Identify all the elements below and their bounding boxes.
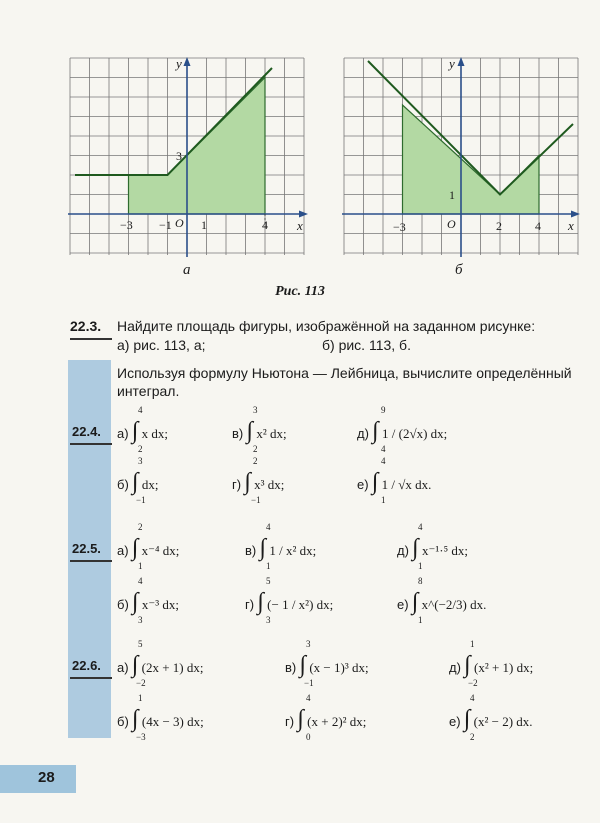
upper-limit: 2	[138, 522, 143, 532]
problem-22-6-item	[285, 653, 369, 677]
item-label: д)	[397, 543, 409, 558]
item-expression: (x² + 1) dx;	[474, 660, 534, 675]
item-expression: (− 1 / x²) dx;	[267, 597, 334, 612]
problem-22-6-item	[449, 653, 533, 677]
integral-sign: ∫	[411, 589, 419, 615]
graph-b-x-arrow	[571, 211, 580, 218]
problem-22-4-item	[117, 419, 168, 443]
item-expression: 1 / √x dx.	[381, 477, 432, 492]
upper-limit: 8	[418, 576, 423, 586]
item-expression: (x + 2)² dx;	[307, 714, 367, 729]
item-expression: x⁻³ dx;	[141, 597, 179, 612]
problem-22-4-underline	[70, 443, 112, 445]
integral-sign: ∫	[299, 652, 307, 678]
item-label: в)	[285, 660, 297, 675]
graph-a-tick-x: 1	[201, 218, 207, 232]
item-label: е)	[449, 714, 461, 729]
problem-22-3-text: Найдите площадь фигуры, изображённой на заданном рисунке:	[117, 318, 536, 334]
lower-limit: 4	[381, 444, 386, 454]
item-label: а)	[117, 543, 129, 558]
integral-sign: ∫	[297, 706, 304, 732]
upper-limit: 4	[138, 405, 143, 415]
graph-b-tick-x: 4	[535, 219, 541, 233]
item-expression: x² dx;	[256, 426, 287, 441]
problem-22-4-item	[117, 470, 158, 494]
problem-22-6-item	[117, 653, 204, 677]
upper-limit: 1	[138, 693, 143, 703]
figure-caption: Рис. 113	[275, 284, 325, 299]
item-expression: x³ dx;	[254, 477, 285, 492]
graph-a-caption-letter: а	[183, 262, 191, 278]
graph-b-tick-x: 2	[496, 219, 502, 233]
lower-limit: −1	[136, 495, 146, 505]
lower-limit: 1	[418, 615, 423, 625]
problem-22-6-item	[117, 707, 204, 731]
item-expression: (2x + 1) dx;	[141, 660, 204, 675]
upper-limit: 5	[266, 576, 271, 586]
problem-22-6-underline	[70, 677, 112, 679]
integral-sign: ∫	[132, 469, 139, 495]
problem-22-6-number: 22.6.	[72, 658, 101, 673]
lower-limit: 1	[266, 561, 271, 571]
item-label: б)	[117, 477, 129, 492]
item-label: е)	[397, 597, 409, 612]
page-number: 28	[38, 769, 55, 786]
problem-22-3-number: 22.3.	[70, 318, 102, 334]
graph-a-origin-label: O	[175, 216, 184, 230]
integral-sign: ∫	[463, 706, 471, 732]
lower-limit: 1	[138, 561, 143, 571]
integral-sign: ∫	[131, 652, 139, 678]
item-label: а)	[117, 426, 129, 441]
integral-sign: ∫	[412, 535, 419, 561]
graph-a-tick-x: 4	[262, 218, 268, 232]
problem-22-4-item	[232, 419, 287, 443]
graph-b-shaded-area	[403, 105, 540, 214]
item-label: д)	[449, 660, 461, 675]
item-label: б)	[117, 597, 129, 612]
item-expression: dx;	[141, 477, 159, 492]
graph-b-x-label: x	[568, 218, 574, 233]
graph-b-caption-letter: б	[455, 262, 463, 278]
upper-limit: 3	[306, 639, 311, 649]
integral-sign: ∫	[132, 589, 139, 615]
item-expression: x^(−2/3) dx.	[421, 597, 487, 612]
lower-limit: 2	[470, 732, 475, 742]
integral-sign: ∫	[372, 418, 379, 444]
problem-22-4-item	[357, 470, 431, 494]
problem-22-3-part-a: а) рис. 113, а;	[117, 337, 206, 353]
upper-limit: 3	[253, 405, 258, 415]
item-label: д)	[357, 426, 369, 441]
integral-sign: ∫	[131, 418, 139, 444]
problem-22-5-item	[245, 536, 316, 560]
problem-22-5-item	[397, 536, 468, 560]
lower-limit: −3	[136, 732, 146, 742]
integral-sign: ∫	[464, 652, 471, 678]
item-label: б)	[117, 714, 129, 729]
lower-limit: 1	[418, 561, 423, 571]
graph-b-tick-y: 1	[449, 188, 455, 202]
graph-a-x-label: x	[297, 218, 303, 233]
lower-limit: −1	[304, 678, 314, 688]
item-expression: (x − 1)³ dx;	[309, 660, 369, 675]
graph-a-tick-x: −3	[120, 218, 133, 232]
integral-sign: ∫	[244, 469, 251, 495]
item-label: г)	[285, 714, 295, 729]
problem-22-6-item	[285, 707, 366, 731]
problem-22-3-underline	[70, 338, 112, 340]
upper-limit: 4	[418, 522, 423, 532]
problem-22-3-part-b: б) рис. 113, б.	[322, 337, 411, 353]
lower-limit: −2	[468, 678, 478, 688]
upper-limit: 4	[266, 522, 271, 532]
item-expression: (4x − 3) dx;	[141, 714, 204, 729]
problem-22-4-item	[357, 419, 447, 443]
lower-limit: 3	[138, 615, 143, 625]
item-expression: (x² − 2) dx.	[473, 714, 533, 729]
item-expression: x⁻¹·⁵ dx;	[422, 543, 468, 558]
upper-limit: 1	[470, 639, 475, 649]
graph-a-tick-x: −1	[159, 218, 172, 232]
integral-sign: ∫	[259, 535, 267, 561]
problem-22-4-item	[232, 470, 284, 494]
item-label: е)	[357, 477, 369, 492]
upper-limit: 5	[138, 639, 143, 649]
problem-22-6-item	[449, 707, 533, 731]
item-expression: 1 / (2√x) dx;	[382, 426, 448, 441]
lower-limit: −2	[136, 678, 146, 688]
problem-22-5-item	[117, 590, 179, 614]
integral-sign: ∫	[246, 418, 254, 444]
lower-limit: 1	[381, 495, 386, 505]
item-expression: x dx;	[141, 426, 169, 441]
item-label: в)	[232, 426, 244, 441]
problem-22-5-item	[397, 590, 486, 614]
item-label: а)	[117, 660, 129, 675]
problem-22-4-number: 22.4.	[72, 424, 101, 439]
item-expression: x⁻⁴ dx;	[141, 543, 180, 558]
instruction-text: Используя формулу Ньютона — Лейбница, вычислите определённый интеграл.	[117, 365, 572, 399]
upper-limit: 3	[138, 456, 143, 466]
graph-b-origin-label: O	[447, 217, 456, 231]
lower-limit: 2	[138, 444, 143, 454]
integral-sign: ∫	[131, 535, 139, 561]
item-label: в)	[245, 543, 257, 558]
item-label: г)	[232, 477, 242, 492]
upper-limit: 4	[306, 693, 311, 703]
lower-limit: 2	[253, 444, 258, 454]
item-expression: 1 / x² dx;	[269, 543, 317, 558]
problem-22-5-underline	[70, 560, 112, 562]
graph-b-tick-x: −3	[393, 220, 406, 234]
upper-limit: 4	[470, 693, 475, 703]
integral-sign: ∫	[132, 706, 139, 732]
problem-22-5-number: 22.5.	[72, 541, 101, 556]
lower-limit: 3	[266, 615, 271, 625]
problem-22-5-item	[117, 536, 179, 560]
graph-b-y-label: y	[449, 56, 455, 71]
upper-limit: 4	[381, 456, 386, 466]
upper-limit: 9	[381, 405, 386, 415]
lower-limit: −1	[251, 495, 261, 505]
problem-22-5-item	[245, 590, 333, 614]
graph-a-y-label: y	[176, 56, 182, 71]
upper-limit: 2	[253, 456, 258, 466]
lower-limit: 0	[306, 732, 311, 742]
integral-sign: ∫	[257, 589, 264, 615]
item-label: г)	[245, 597, 255, 612]
graph-a-tick-y: 3	[176, 149, 182, 163]
upper-limit: 4	[138, 576, 143, 586]
integral-sign: ∫	[371, 469, 379, 495]
